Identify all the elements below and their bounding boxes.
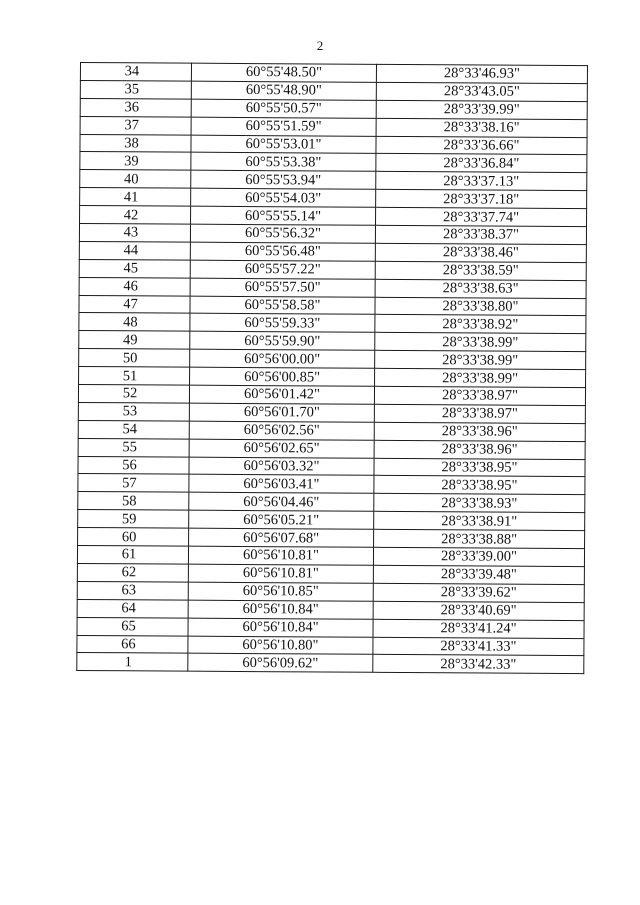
latitude-cell: 60°55'48.90" — [191, 81, 376, 100]
point-number-cell: 54 — [78, 420, 189, 439]
point-number-cell: 40 — [80, 170, 191, 189]
latitude-cell: 60°56'05.21" — [189, 510, 374, 529]
latitude-cell: 60°56'10.81" — [188, 564, 373, 583]
latitude-cell: 60°56'03.32" — [189, 457, 374, 476]
latitude-cell: 60°55'57.22" — [190, 260, 375, 279]
longitude-cell: 28°33'38.46" — [375, 243, 586, 262]
longitude-cell: 28°33'38.92" — [375, 315, 586, 334]
point-number-cell: 57 — [78, 474, 189, 493]
point-number-cell: 41 — [80, 188, 191, 207]
latitude-cell: 60°55'53.94" — [191, 171, 376, 190]
longitude-cell: 28°33'38.97" — [374, 404, 585, 423]
latitude-cell: 60°56'03.41" — [189, 475, 374, 494]
point-number-cell: 35 — [80, 80, 191, 99]
point-number-cell: 34 — [80, 63, 191, 82]
point-number-cell: 36 — [80, 98, 191, 117]
longitude-cell: 28°33'39.00" — [373, 547, 584, 566]
latitude-cell: 60°56'09.62" — [188, 654, 373, 673]
point-number-cell: 43 — [79, 224, 190, 243]
point-number-cell: 52 — [78, 385, 189, 404]
latitude-cell: 60°55'51.59" — [191, 117, 376, 136]
longitude-cell: 28°33'38.95" — [374, 476, 585, 495]
longitude-cell: 28°33'42.33" — [373, 655, 584, 674]
page-number: 2 — [316, 38, 324, 53]
latitude-cell: 60°56'01.70" — [189, 403, 374, 422]
latitude-cell: 60°56'10.85" — [188, 582, 373, 601]
longitude-cell: 28°33'38.95" — [374, 458, 585, 477]
point-number-cell: 66 — [77, 635, 188, 654]
point-number-cell: 62 — [77, 563, 188, 582]
longitude-cell: 28°33'38.99" — [375, 368, 586, 387]
latitude-cell: 60°55'53.38" — [191, 153, 376, 172]
longitude-cell: 28°33'41.33" — [373, 637, 584, 656]
point-number-cell: 42 — [80, 206, 191, 225]
latitude-cell: 60°55'56.48" — [190, 242, 375, 261]
point-number-cell: 61 — [77, 546, 188, 565]
point-number-cell: 55 — [78, 438, 189, 457]
point-number-cell: 45 — [79, 259, 190, 278]
longitude-cell: 28°33'38.59" — [375, 261, 586, 280]
point-number-cell: 63 — [77, 581, 188, 600]
latitude-cell: 60°56'04.46" — [189, 493, 374, 512]
point-number-cell: 60 — [78, 528, 189, 547]
longitude-cell: 28°33'38.96" — [374, 422, 585, 441]
point-number-cell: 44 — [79, 241, 190, 260]
longitude-cell: 28°33'38.91" — [374, 512, 585, 531]
latitude-cell: 60°56'00.85" — [190, 367, 375, 386]
longitude-cell: 28°33'39.48" — [373, 565, 584, 584]
point-number-cell: 1 — [77, 653, 188, 672]
point-number-cell: 58 — [78, 492, 189, 511]
latitude-cell: 60°56'02.65" — [189, 439, 374, 458]
longitude-cell: 28°33'37.18" — [376, 190, 587, 209]
latitude-cell: 60°56'00.00" — [190, 349, 375, 368]
latitude-cell: 60°55'53.01" — [191, 135, 376, 154]
longitude-cell: 28°33'37.74" — [376, 207, 587, 226]
point-number-cell: 49 — [79, 331, 190, 350]
longitude-cell: 28°33'38.37" — [375, 225, 586, 244]
latitude-cell: 60°55'59.33" — [190, 314, 375, 333]
latitude-cell: 60°55'50.57" — [191, 99, 376, 118]
longitude-cell: 28°33'36.66" — [376, 136, 587, 155]
coordinates-table-body — [77, 63, 588, 674]
latitude-cell: 60°56'10.84" — [188, 600, 373, 619]
table-row — [77, 653, 584, 674]
coordinates-table — [76, 62, 588, 674]
longitude-cell: 28°33'38.88" — [374, 529, 585, 548]
point-number-cell: 46 — [79, 277, 190, 296]
latitude-cell: 60°56'02.56" — [189, 421, 374, 440]
longitude-cell: 28°33'38.80" — [375, 297, 586, 316]
point-number-cell: 50 — [79, 349, 190, 368]
longitude-cell: 28°33'38.16" — [376, 118, 587, 137]
latitude-cell: 60°56'01.42" — [189, 385, 374, 404]
point-number-cell: 51 — [79, 367, 190, 386]
latitude-cell: 60°56'10.80" — [188, 636, 373, 655]
point-number-cell: 56 — [78, 456, 189, 475]
longitude-cell: 28°33'38.99" — [375, 333, 586, 352]
point-number-cell: 65 — [77, 617, 188, 636]
latitude-cell: 60°55'48.50" — [191, 63, 376, 82]
longitude-cell: 28°33'38.93" — [374, 494, 585, 513]
point-number-cell: 37 — [80, 116, 191, 135]
point-number-cell: 53 — [78, 402, 189, 421]
latitude-cell: 60°55'55.14" — [191, 206, 376, 225]
latitude-cell: 60°56'10.84" — [188, 618, 373, 637]
latitude-cell: 60°55'54.03" — [191, 188, 376, 207]
longitude-cell: 28°33'43.05" — [376, 82, 587, 101]
longitude-cell: 28°33'46.93" — [376, 64, 587, 83]
longitude-cell: 28°33'38.96" — [374, 440, 585, 459]
latitude-cell: 60°55'56.32" — [190, 224, 375, 243]
point-number-cell: 48 — [79, 313, 190, 332]
point-number-cell: 38 — [80, 134, 191, 153]
latitude-cell: 60°55'59.90" — [190, 332, 375, 351]
point-number-cell: 59 — [78, 510, 189, 529]
longitude-cell: 28°33'39.62" — [373, 583, 584, 602]
latitude-cell: 60°56'10.81" — [188, 546, 373, 565]
longitude-cell: 28°33'36.84" — [376, 154, 587, 173]
longitude-cell: 28°33'38.63" — [375, 279, 586, 298]
longitude-cell: 28°33'39.99" — [376, 100, 587, 119]
longitude-cell: 28°33'37.13" — [376, 172, 587, 191]
longitude-cell: 28°33'41.24" — [373, 619, 584, 638]
point-number-cell: 64 — [77, 599, 188, 618]
point-number-cell: 39 — [80, 152, 191, 171]
longitude-cell: 28°33'38.99" — [375, 351, 586, 370]
latitude-cell: 60°55'58.58" — [190, 296, 375, 315]
latitude-cell: 60°56'07.68" — [189, 528, 374, 547]
point-number-cell: 47 — [79, 295, 190, 314]
longitude-cell: 28°33'38.97" — [374, 386, 585, 405]
latitude-cell: 60°55'57.50" — [190, 278, 375, 297]
longitude-cell: 28°33'40.69" — [373, 601, 584, 620]
